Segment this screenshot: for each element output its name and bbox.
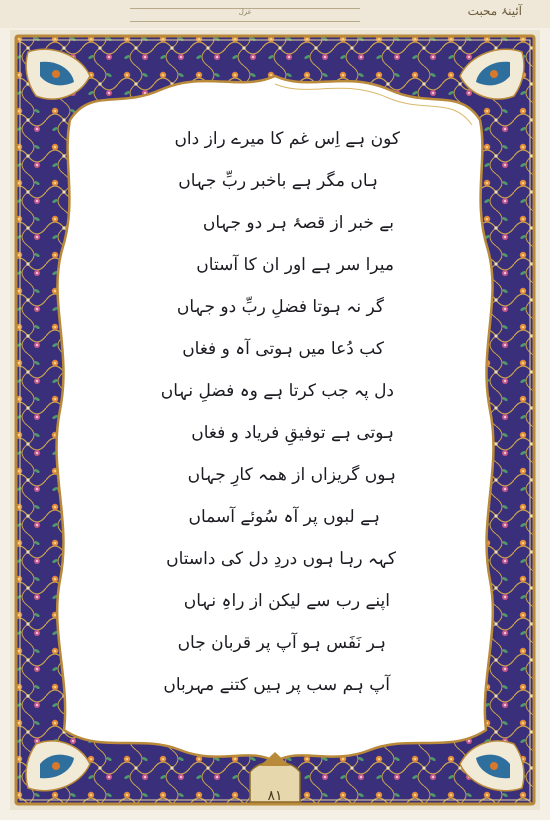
verse-line: ہر نَفَس ہو آپ پر قربان جاں: [177, 633, 386, 653]
verse-line: دل پہ جب کرتا ہے وہ فضلِ نہاں: [160, 381, 394, 401]
verse-line: ہاں مگر ہے باخبر ربِّ جہاں: [178, 171, 378, 191]
header-ornament-strip: [130, 8, 360, 22]
verse-line: ہوتی ہے توفیقِ فریاد و فغاں: [191, 423, 394, 443]
verse-line: ہے لبوں پر آہ سُوئے آسماں: [188, 507, 380, 527]
book-title: آئینۂ محبت: [467, 4, 522, 18]
verse-line: ہوں گریزاں از ھمہ کارِ جہاں: [187, 465, 396, 485]
header-strip-text: غزل: [238, 8, 252, 16]
verse-line: گر نہ ہوتا فضلِ ربِّ دو جہاں: [176, 297, 384, 317]
verse-line: کب دُعا میں ہوتی آہ و فغاں: [182, 339, 384, 359]
poem-verses: [110, 120, 400, 720]
page-number: ٨١: [267, 788, 283, 804]
verse-line: بے خبر از قصۂ ہر دو جہاں: [202, 213, 394, 233]
page-header: [0, 0, 550, 28]
verse-line: کہہ رہا ہوں دردِ دل کی داستاں: [166, 549, 396, 569]
verse-line: کون ہے اِس غم کا میرے راز داں: [174, 129, 400, 149]
verse-line: میرا سر ہے اور ان کا آستاں: [196, 255, 394, 275]
verse-line: آپ ہم سب پر ہیں کتنے مہرباں: [163, 675, 390, 695]
verse-line: اپنے رب سے لیکن از راہِ نہاں: [183, 591, 390, 611]
